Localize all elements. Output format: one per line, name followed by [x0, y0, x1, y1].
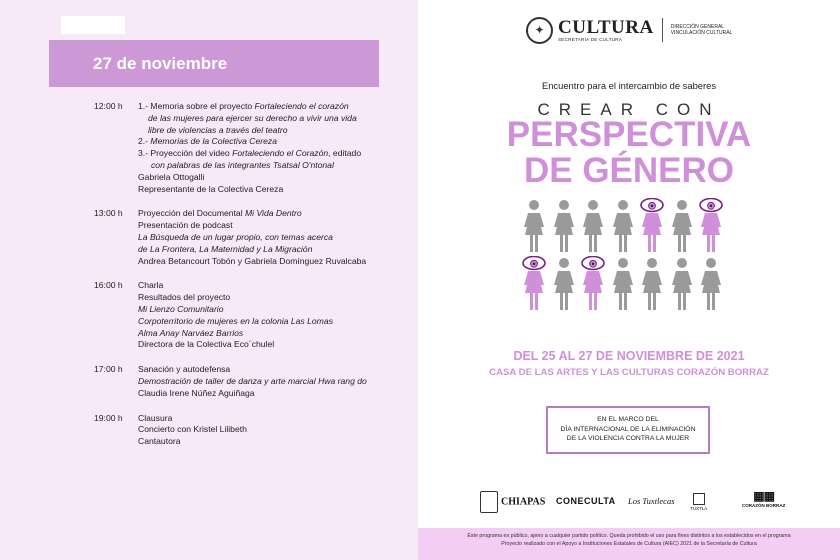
mexico-seal-icon: ✦ — [526, 17, 553, 44]
framework-box — [546, 406, 710, 454]
schedule-slot — [94, 101, 414, 195]
woman-figure-eye-icon — [522, 256, 546, 312]
slot-line: de las mujeres para ejercer su derecho a vivir una vida — [148, 112, 357, 123]
slot-line: con palabras de las integrantes Tsatsal O'ntonal — [151, 159, 334, 170]
poster-panel — [418, 0, 840, 560]
footer-line-2: Proyecto realizado con el Apoyo a Instituciones Estatales de Cultura (AIEC) 2021 de la Secretaría de Cultura — [501, 541, 757, 547]
logo-sub: SECRETARÍA DE CULTURA — [558, 37, 623, 42]
head-icon — [559, 200, 569, 210]
slot-line: Charla — [138, 280, 164, 291]
date-heading: 27 de noviembre — [49, 40, 379, 87]
eye-icon — [523, 257, 545, 270]
event-place: CASA DE LAS ARTES Y LAS CULTURAS CORAZÓN BORRAZ — [489, 367, 769, 378]
slot-time: 17:00 h — [94, 364, 123, 375]
woman-figure-icon — [522, 198, 546, 254]
slot-line: Concierto con Kristel Lilibeth — [138, 424, 247, 435]
slot-line: Demostración de taller de danza y arte marcial Hwa rang do — [138, 375, 367, 386]
title-line-2: PERSPECTIVA — [506, 115, 752, 154]
slot-line: Gabriela Ottogalli — [138, 171, 205, 182]
woman-figure-icon — [670, 198, 694, 254]
head-icon — [677, 200, 687, 210]
chiapas-logo: CHIAPAS — [480, 491, 545, 513]
head-icon — [677, 258, 687, 268]
figures-row-2 — [522, 256, 742, 312]
head-icon — [647, 258, 657, 268]
slot-line: La Búsqueda de un lugar propio, con temas acerca — [138, 231, 333, 242]
woman-figure-icon — [552, 256, 576, 312]
woman-figure-icon — [581, 198, 605, 254]
slot-line: de La Frontera, La Maternidad y La Migración — [138, 243, 313, 254]
woman-figure-icon — [611, 198, 635, 254]
logo-divider — [662, 18, 663, 42]
schedule-slot — [94, 413, 414, 448]
eye-icon — [641, 199, 663, 212]
slot-line: Proyección del Documental Mi Vida Dentro — [138, 208, 302, 219]
logo-dir-1: DIRECCIÓN GENERAL — [670, 24, 725, 30]
cultura-logo — [526, 14, 732, 46]
head-icon — [559, 258, 569, 268]
borraz-pattern-icon: ▦▦ — [753, 489, 774, 503]
slot-time: 19:00 h — [94, 412, 123, 423]
eye-icon — [582, 257, 604, 270]
corazon-borraz-logo: ▦▦ CORAZÓN BORRAZ — [742, 489, 786, 508]
slot-time: 12:00 h — [94, 101, 123, 111]
woman-figure-eye-icon — [640, 198, 664, 254]
tuxtlecas-logo: Los Tuxtlecas — [628, 496, 675, 506]
slot-time: 16:00 h — [94, 280, 123, 291]
coneculta-logo: CONECULTA — [556, 496, 616, 506]
schedule-slot — [94, 364, 414, 399]
tuxtla-logo: TUXTLA — [690, 493, 707, 511]
slot-line: Representante de la Colectiva Cereza — [138, 183, 284, 194]
eye-icon — [700, 199, 722, 212]
title-line-3: DE GÉNERO — [523, 151, 735, 190]
head-icon — [618, 258, 628, 268]
slot-line: Clausura — [138, 412, 173, 423]
slot-line: Cantautora — [138, 436, 181, 447]
slot-line: Corpoterritorio de mujeres en la colonia Las Lomas — [138, 315, 333, 326]
woman-figure-eye-icon — [699, 198, 723, 254]
schedule-list — [94, 101, 414, 461]
slot-line: 1.- Memoria sobre el proyecto Fortaleciendo el corazón — [138, 101, 349, 111]
head-icon — [706, 258, 716, 268]
slot-time: 13:00 h — [94, 208, 123, 219]
footer-notice — [418, 528, 840, 560]
event-dates: DEL 25 AL 27 DE NOVIEMBRE DE 2021 — [513, 349, 745, 363]
woman-figure-icon — [611, 256, 635, 312]
chiapas-shield-icon — [480, 491, 498, 513]
slot-line: libre de violencias a través del teatro — [148, 124, 288, 135]
head-icon — [529, 200, 539, 210]
title-line-1: CREAR CON — [537, 100, 721, 119]
logo-main: CULTURA — [558, 17, 654, 38]
schedule-slot — [94, 280, 414, 351]
slot-line: Mi Lienzo Comunitario — [138, 303, 224, 314]
slot-line: Claudia Irene Núñez Aguiñaga — [138, 387, 255, 398]
slot-line: 2.- Memorias de la Colectiva Cereza — [138, 136, 277, 147]
box-line-2: DÍA INTERNACIONAL DE LA ELIMINACIÓN — [560, 425, 696, 433]
slot-line: Andrea Betancourt Tobón y Gabriela Domínguez Ruvalcaba — [138, 255, 367, 266]
schedule-slot — [94, 208, 414, 267]
slot-line: Alma Anay Narváez Barrios — [138, 327, 244, 338]
header-strip — [61, 16, 125, 34]
tuxtla-shield-icon — [693, 493, 705, 505]
figures-row-1 — [522, 198, 742, 254]
box-line-3: DE LA VIOLENCIA CONTRA LA MUJER — [566, 435, 690, 442]
head-icon — [618, 200, 628, 210]
box-line-1: EN EL MARCO DEL — [597, 416, 659, 423]
encuentro-text: Encuentro para el intercambio de saberes — [541, 80, 717, 91]
slot-line: Resultados del proyecto — [138, 292, 231, 303]
woman-figure-icon — [670, 256, 694, 312]
footer-line-1: Este programa es público, ajeno a cualquier partido político. Queda prohibido el uso para fines distintos a los establecidos en el programa — [467, 533, 791, 539]
woman-figure-icon — [640, 256, 664, 312]
woman-figure-icon — [552, 198, 576, 254]
slot-line: 3.- Proyección del video Fortaleciendo el Corazón, editado — [138, 148, 362, 159]
slot-line: Presentación de podcast — [138, 220, 233, 231]
head-icon — [588, 200, 598, 210]
woman-figure-eye-icon — [581, 256, 605, 312]
woman-figure-icon — [699, 256, 723, 312]
slot-line: Directora de la Colectiva Eco´chulel — [138, 339, 275, 350]
schedule-panel — [0, 0, 418, 560]
logo-dir-2: VINCULACIÓN CULTURAL — [670, 30, 733, 36]
slot-line: Sanación y autodefensa — [138, 364, 231, 375]
sponsor-logos — [480, 489, 800, 519]
